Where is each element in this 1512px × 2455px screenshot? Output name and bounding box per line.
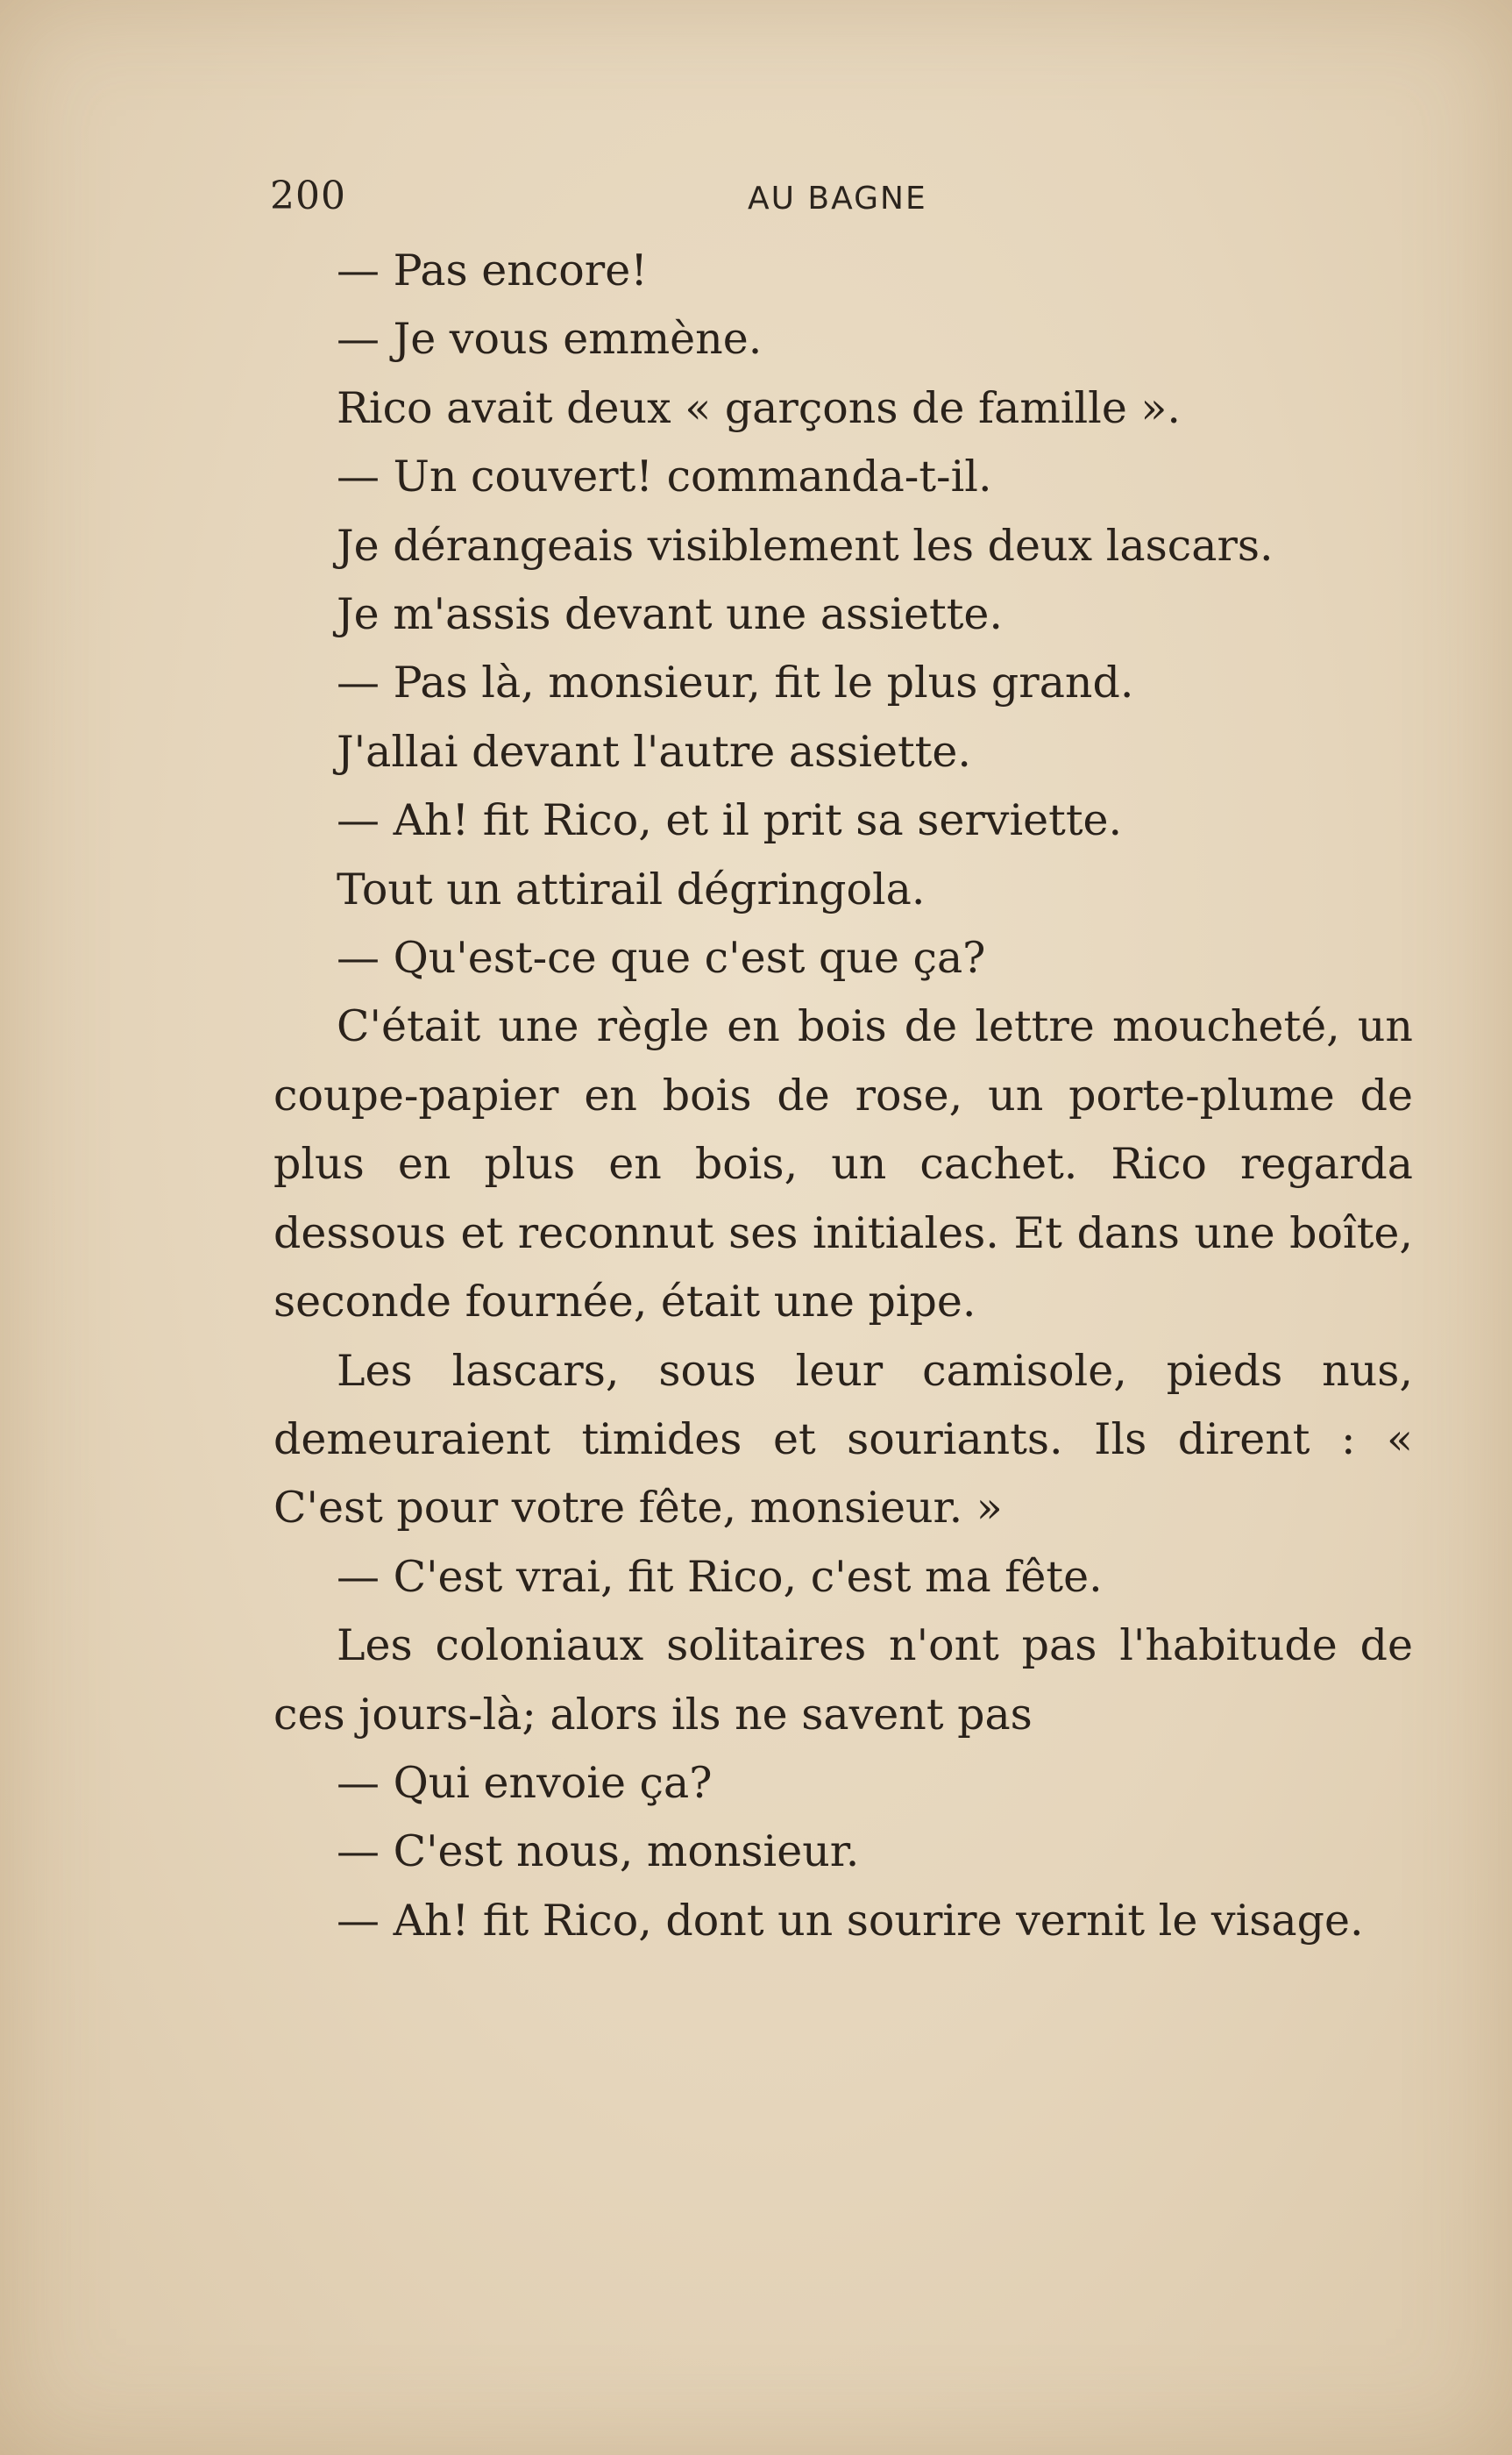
paragraph: — Pas encore!	[337, 246, 648, 295]
paragraph: — C'est vrai, fit Rico, c'est ma fête.	[337, 1551, 1103, 1602]
paragraph: Les lascars, sous leur camisole, pieds nus, demeuraient timides et souriants. Ils dirent : « C'est pour votre fête, monsieur. »	[273, 1345, 1413, 1533]
paragraph: Je m'assis devant une assiette.	[337, 589, 1003, 640]
page-header	[270, 174, 1409, 226]
paragraph: — Ah! fit Rico, dont un sourire vernit le visage.	[337, 1895, 1364, 1946]
paragraph: J'allai devant l'autre assiette.	[337, 726, 971, 777]
paragraph: — C'est nous, monsieur.	[337, 1826, 860, 1877]
running-head: AU BAGNE	[748, 181, 927, 217]
text-body	[273, 237, 1413, 1955]
paragraph: — Un couvert! commanda-t-il.	[337, 452, 992, 502]
paragraph: — Qui envoie ça?	[337, 1757, 713, 1808]
paragraph: — Je vous emmène.	[337, 314, 763, 365]
paragraph: Tout un attirail dégringola.	[337, 864, 926, 914]
paragraph: Rico avait deux « garçons de famille ».	[337, 382, 1181, 433]
paragraph: — Ah! fit Rico, et il prit sa serviette.	[337, 795, 1123, 846]
paragraph: Les coloniaux solitaires n'ont pas l'habitude de ces jours-là; alors ils ne savent pas	[273, 1620, 1413, 1740]
paragraph: Je dérangeais visiblement les deux lascars.	[337, 520, 1274, 571]
paragraph: C'était une règle en bois de lettre moucheté, un coupe-papier en bois de rose, un porte-plume de plus en plus en bois, un cachet. Rico regarda dessous et reconnut ses initiales. Et dans une boîte, seconde fournée, était une pipe.	[273, 1001, 1413, 1327]
page-number: 200	[270, 174, 346, 218]
paragraph: — Qu'est-ce que c'est que ça?	[337, 933, 986, 984]
paragraph: — Pas là, monsieur, fit le plus grand.	[337, 658, 1134, 708]
